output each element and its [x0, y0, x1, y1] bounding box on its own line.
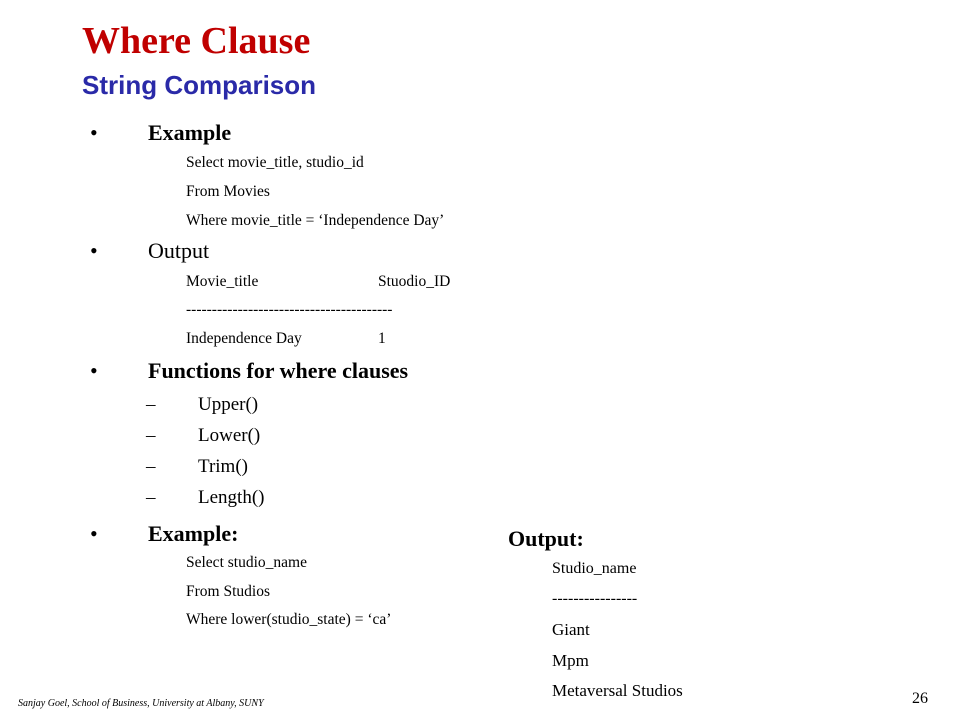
bullet-dot: •: [90, 358, 98, 383]
dash-glyph: –: [146, 456, 156, 477]
code-line: Select movie_title, studio_id: [186, 154, 364, 171]
function-name: Trim(): [198, 456, 248, 477]
output-col2-header: Stuodio_ID: [378, 273, 451, 290]
function-name: Length(): [198, 487, 265, 508]
slide-title: Where Clause: [82, 20, 311, 62]
function-name: Lower(): [198, 425, 261, 446]
code-line: From Movies: [186, 183, 270, 200]
bullet-heading: Example:: [148, 521, 239, 546]
bullet-dot: •: [90, 238, 98, 263]
output-separator: ----------------: [552, 590, 638, 607]
code-line: Where lower(studio_state) = ‘ca’: [186, 611, 392, 628]
output-row: Mpm: [552, 651, 589, 670]
code-line: From Studios: [186, 583, 270, 600]
output-heading: Output:: [508, 526, 584, 551]
output-row-id: 1: [378, 330, 386, 347]
output-header: Studio_name: [552, 560, 637, 577]
bullet-heading: Output: [148, 238, 210, 263]
dash-glyph: –: [146, 394, 156, 415]
dash-glyph: –: [146, 425, 156, 446]
bullet-heading: Example: [148, 120, 232, 145]
slide-subtitle: String Comparison: [82, 70, 317, 100]
page-number: 26: [912, 690, 928, 707]
bullet-dot: •: [90, 521, 98, 546]
output-row: Giant: [552, 620, 590, 639]
code-line: Select studio_name: [186, 554, 307, 571]
function-name: Upper(): [198, 394, 259, 415]
footer-credit: Sanjay Goel, School of Business, University at Albany, SUNY: [18, 698, 264, 709]
bullet-heading: Functions for where clauses: [148, 358, 409, 383]
dash-glyph: –: [146, 487, 156, 508]
output-separator: ----------------------------------------: [186, 301, 393, 318]
output-col1-header: Movie_title: [186, 273, 259, 290]
output-row: Metaversal Studios: [552, 681, 683, 700]
code-line: Where movie_title = ‘Independence Day’: [186, 212, 445, 229]
bullet-dot: •: [90, 120, 98, 145]
output-row-title: Independence Day: [186, 330, 302, 347]
